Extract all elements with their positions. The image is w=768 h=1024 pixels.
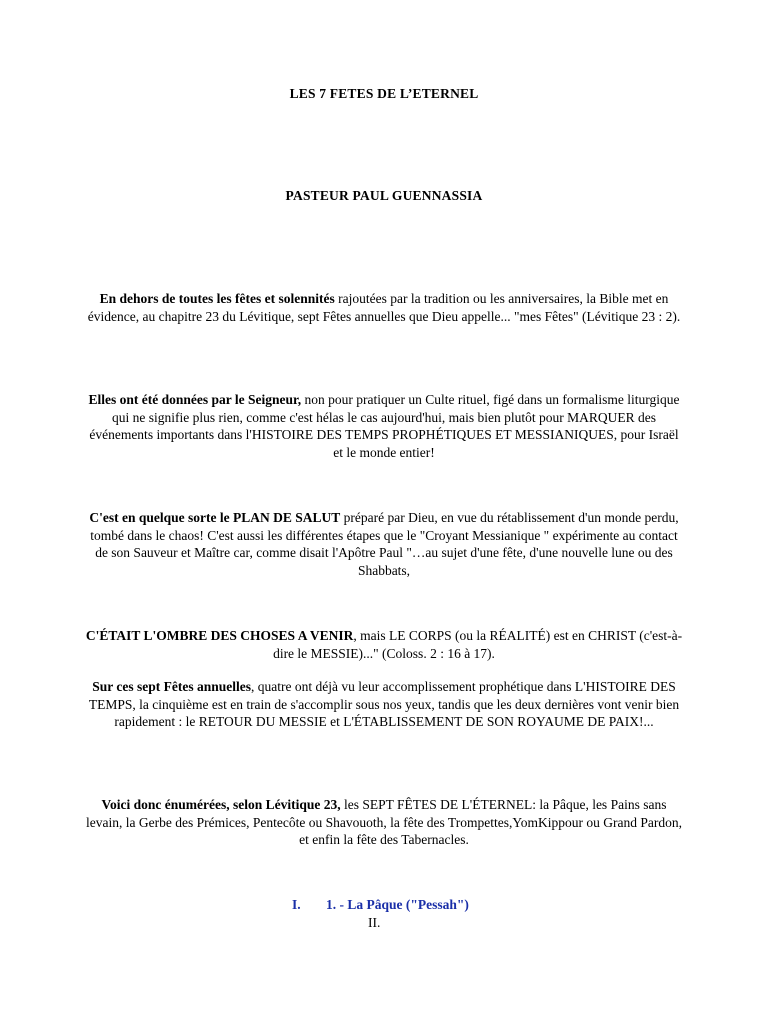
paragraph-plan: [84, 509, 684, 579]
paragraph-fulfillment-text: , quatre ont déjà vu leur accomplissement prophétique dans L'HISTOIRE DES TEMPS, la cinquième est en train de s'accomplir sous nos yeux, tandis que les deux dernières vont venir bien rapidement : le RETOUR DU MESSIE et L'ÉTABLISSEMENT DE SON ROYAUME DE PAIX!...: [88, 679, 680, 729]
toc-entry-2-number: II.: [368, 915, 381, 930]
paragraph-enumeration-bold: Voici donc énumérées, selon Lévitique 23,: [101, 797, 341, 812]
paragraph-shadow-bold: C'ÉTAIT L'OMBRE DES CHOSES A VENIR: [85, 628, 354, 643]
paragraph-origin-bold: Elles ont été données par le Seigneur,: [88, 392, 302, 407]
paragraph-enumeration-text: les SEPT FÊTES DE L'ÉTERNEL: la Pâque, les Pains sans levain, la Gerbe des Prémices, Pentecôte ou Shavouoth, la fête des Trompettes,YomKippour ou Grand Pardon, et enfin la fête des Tabernacles.: [86, 797, 682, 847]
toc-entry-number: I.: [292, 897, 301, 912]
paragraph-shadow-text: , mais LE CORPS (ou la RÉALITÉ) est en CHRIST (c'est-à-dire le MESSIE)..." (Coloss. 2 : 16 à 17).: [273, 628, 683, 661]
paragraph-intro-text: rajoutées par la tradition ou les anniversaires, la Bible met en évidence, au chapitre 23 du Lévitique, sept Fêtes annuelles que Dieu appelle... "mes Fêtes" (Lévitique 23 : 2).: [87, 291, 681, 324]
paragraph-origin: [84, 391, 684, 461]
paragraph-shadow: [84, 627, 684, 662]
paragraph-fulfillment-bold: Sur ces sept Fêtes annuelles: [92, 679, 252, 694]
paragraph-intro: [84, 290, 684, 325]
paragraph-enumeration: [84, 796, 684, 849]
toc-entry-title[interactable]: 1. - La Pâque ("Pessah"): [326, 897, 469, 912]
document-author: PASTEUR PAUL GUENNASSIA: [285, 188, 483, 203]
paragraph-fulfillment: [84, 678, 684, 731]
paragraph-intro-bold: En dehors de toutes les fêtes et solennités: [99, 291, 335, 306]
paragraph-plan-text: préparé par Dieu, en vue du rétablissement d'un monde perdu, tombé dans le chaos! C'est aussi les différentes étapes que le "Croyant Messianique " expérimente au contact de son Sauveur et Maître car, comme disait l'Apôtre Paul "…au sujet d'une fête, d'une nouvelle lune ou des Shabbats,: [90, 510, 679, 578]
paragraph-origin-text: non pour pratiquer un Culte rituel, figé dans un formalisme liturgique qui ne signifie plus rien, comme c'est hélas le cas aujourd'hui, mais bien plutôt pour MARQUER des événements importants dans l'HISTOIRE DES TEMPS PROPHÉTIQUES ET MESSIANIQUES, pour Israël et le monde entier!: [89, 392, 680, 460]
document-title: LES 7 FETES DE L’ETERNEL: [289, 86, 479, 101]
paragraph-plan-bold: C'est en quelque sorte le PLAN DE SALUT: [89, 510, 341, 525]
